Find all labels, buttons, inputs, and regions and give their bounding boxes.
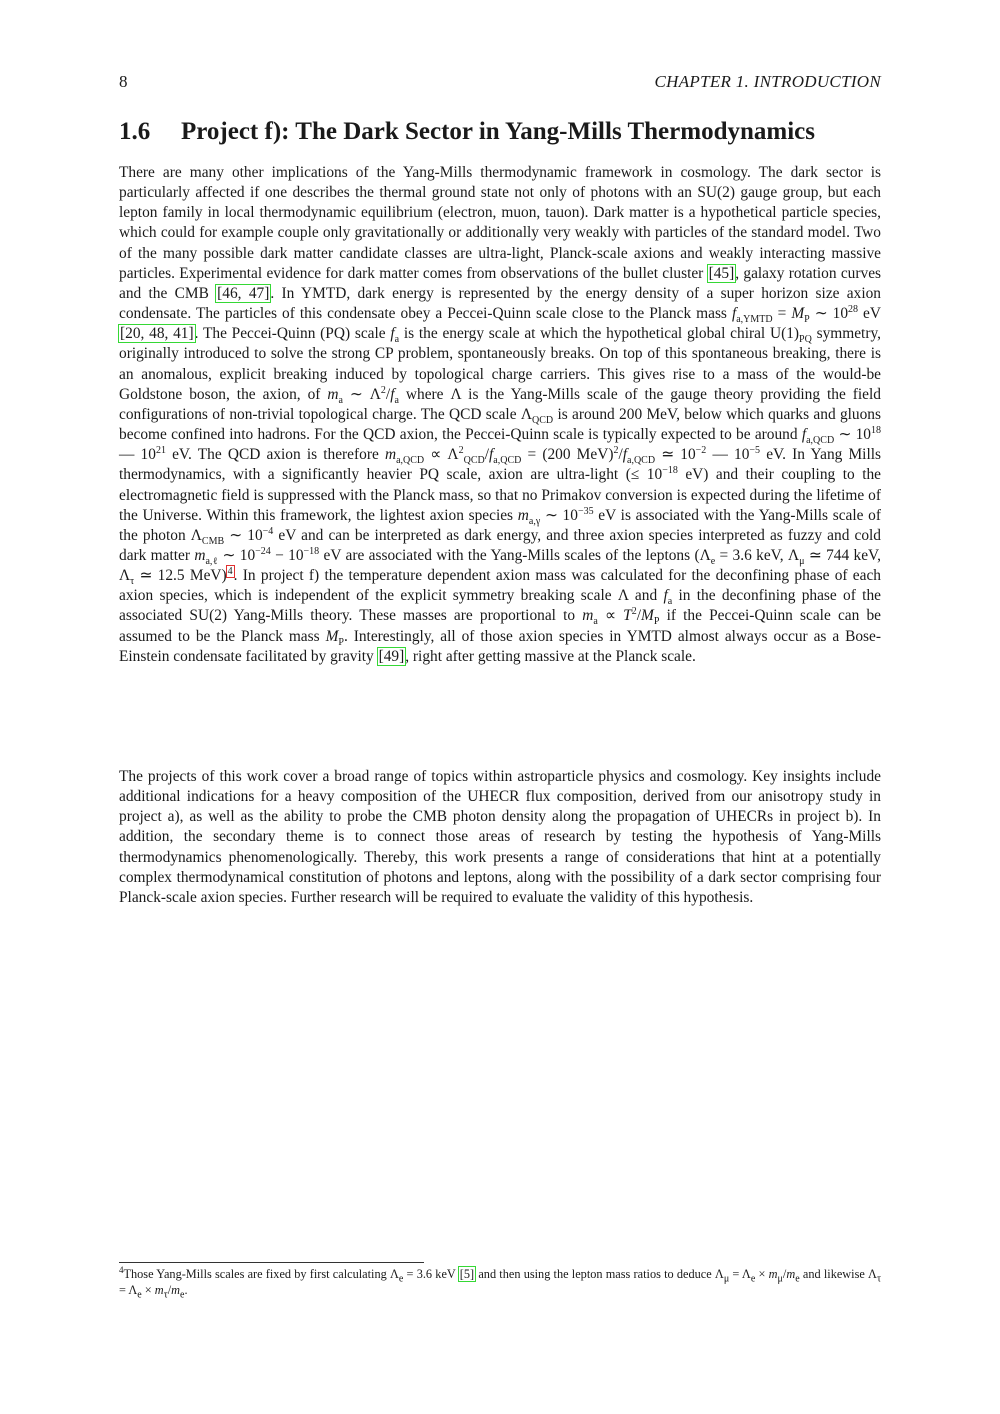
running-header <box>119 72 881 94</box>
page-number: 8 <box>119 72 128 91</box>
citation-link[interactable]: [45] <box>708 264 735 282</box>
citation-link[interactable]: [5] <box>459 1267 475 1281</box>
footnote-number: 4 <box>119 1264 124 1275</box>
footnote: $^4$Those Yang-Mills scales are fixed by first calculating $\Lambda_e = 3.6$ keV [5] and then using the lepton mass ratios to deduce $\Lambda_\mu = \Lambda_e \times m_\mu/m_e$ and likewise $\Lambda_\tau = \Lambda_e \times m_\tau/m_e$. <box>119 1264 881 1301</box>
citation-link[interactable]: [49] <box>378 647 405 665</box>
citation-link[interactable]: [20, 48, 41] <box>120 325 194 343</box>
section-heading <box>119 118 899 146</box>
section-number: 1.6 <box>119 118 151 145</box>
body-paragraph-2: The projects of this work cover a broad range of topics within astroparticle physics and cosmology. Key insights include additional indications for a heavy composition of the UHECR flux composition, derived from our anisotropy study in project a), as well as the ability to probe the CMB photon density along the propagation of UHECRs in project b). In addition, the secondary theme is to connect those areas of research by testing the hypothesis of Yang-Mills thermodynamics phenomenologically. Thereby, this work presents a range of considerations that hint at a potentially complex thermodynamical constitution of photons and leptons, along with the possibility of a dark sector comprising four Planck-scale axion species. Further research will be required to evaluate the validity of this hypothesis. <box>119 768 881 906</box>
chapter-title: CHAPTER 1. INTRODUCTION <box>654 72 881 91</box>
footnote-divider <box>119 1262 424 1263</box>
body-paragraph-1: There are many other implications of the Yang-Mills thermodynamic framework in cosmology. The dark sector is particularly affected if one describes the thermal ground state not only of photons with an SU(2) gauge group, but each lepton family in local thermodynamic equilibrium (electron, muon, tauon). Dark matter is a hypothetical particle species, which could for example couple only gravitationally or additionally very weakly with particles of the standard model. Two of the many possible dark matter candidate classes are ultra-light, Planck-scale axions and weakly interacting massive particles. Experimental evidence for dark matter comes from observations of the bullet cluster [45], galaxy rotation curves and the CMB [46, 47]. In YMTD, dark energy is represented by the energy density of a super horizon size axion condensate. The particles of this condensate obey a Peccei-Quinn scale close to the Planck mass $f_{a,YMTD} = M_P$ ∼ $10^{28}$ eV [20, 48, 41]. The Peccei-Quinn (PQ) scale $f_a$ is the energy scale at which the hypothetical global chiral $U(1)_{PQ}$ symmetry, originally introduced to solve the strong CP problem, spontaneously breaks. On top of this spontaneous breaking, there is an anomalous, explicit breaking induced by topological charge carriers. This gives rise to a mass of the would-be Goldstone boson, the axion, of $m_a$ ∼ $\Lambda^2/f_a$ where Λ is the Yang-Mills scale of the gauge theory providing the field configurations of non-trivial topological charge. The QCD scale $\Lambda_{QCD}$ is around 200 MeV, below which quarks and gluons become confined into hadrons. For the QCD axion, the Peccei-Quinn scale is typically expected to be around $f_{a,QCD}$ ∼ $10^{18}$ — $10^{21}$ eV. The QCD axion is therefore $m_{a,QCD} \propto \Lambda^2_{QCD}/f_{a,QCD} = (200$ $MeV)^2/f_{a,QCD}$ ≃ $10^{-2}$ — $10^{-5}$ eV. In Yang Mills thermodynamics, with a significantly heavier PQ scale, axion are ultra-light (≤ $10^{-18}$ eV) and their coupling to the electromagnetic field is suppressed with the Planck mass, so that no Primakov conversion is expected during the lifetime of the Universe. Within this framework, the lightest axion species $m_{a,\gamma}$ ∼ $10^{-35}$ eV is associated with the Yang-Mills scale of the photon $\Lambda_{CMB}$ ∼ $10^{-4}$ eV and can be interpreted as dark energy, and three axion species interpreted as fuzzy and cold dark matter $m_{a,\ell}$ ∼ $10^{-24} - 10^{-18}$ eV are associated with the Yang-Mills scales of the leptons ($\Lambda_e = 3.6$ keV, $\Lambda_\mu$ ≃ 744 keV, $\Lambda_\tau$ ≃ 12.5 MeV)$^4$. In project f) the temperature dependent axion mass was calculated for the deconfining phase of each axion species, which is independent of the explicit symmetry breaking scale Λ and $f_a$ in the deconfining phase of the associated SU(2) Yang-Mills theory. These masses are proportional to $m_a \propto T^2/M_P$ if the Peccei-Quinn scale can be assumed to be the Planck mass $M_P$. Interestingly, all of those axion species in YMTD almost always occur as a Bose-Einstein condensate facilitated by gravity [49], right after getting massive at the Planck scale. <box>119 164 882 665</box>
section-title: Project f): The Dark Sector in Yang-Mills Thermodynamics <box>181 118 815 145</box>
citation-link[interactable]: [46, 47] <box>217 284 270 302</box>
footnote-link[interactable]: 4 <box>227 566 233 577</box>
